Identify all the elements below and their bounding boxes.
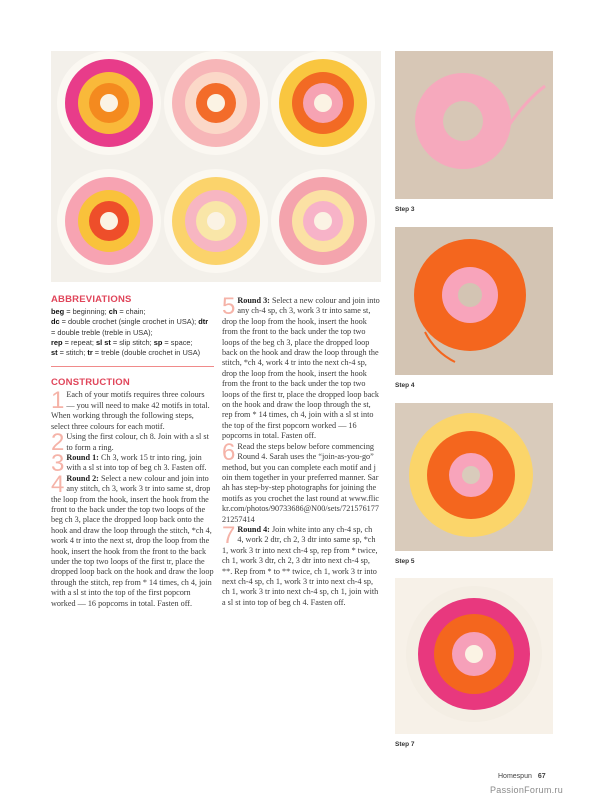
abbr-line-2: dc = double crochet (single crochet in USA); dtr = double treble (treble in USA);: [51, 317, 209, 337]
step-3-photo: [395, 51, 553, 199]
hero-photo: [51, 51, 381, 282]
step-3: 3 Round 1: Ch 3, work 15 tr into ring, join with a sl st into top of beg ch 3. Fasten off.: [51, 449, 207, 477]
magazine-name: Homespun: [498, 773, 532, 780]
step-1: 1 Each of your motifs requires three colours — you will need to make 42 motifs in total. When working through the following steps, select three colours for each motif.: [51, 387, 210, 431]
left-column: [51, 294, 214, 609]
page-number: 67: [537, 773, 546, 780]
middle-column: [222, 293, 380, 608]
step-7-photo: [395, 578, 553, 734]
abbr-line-3: rep = repeat; sl st = slip stitch; sp = space;: [51, 337, 193, 347]
step-3-label: Step 3: [395, 206, 415, 213]
footer-magazine: [498, 773, 546, 780]
abbreviations-list: [51, 307, 214, 358]
step-4: 4 Round 2: Select a new colour and join into any stitch, ch 3, work 3 tr into same st, drop the loop from the hook, insert the hook from the front to the back under the top two loops of the beg ch 3, place the dropped loop back onto the hook and draw the loop through the stitch, *ch 4, work 4 tr into the next st, drop the loop from the hook, insert the hook from the front to the back under the top two loops of the first tr, place the dropped loop back on the hook and draw the loop through the stitch, rep from * 14 times, ch 4, join with a sl st into the top of the first popcorn worked — 16 popcorns in total. Fasten off.: [51, 470, 214, 608]
abbr-line-4: st = stitch; tr = treble (double crochet in USA): [51, 348, 201, 358]
step-7-label: Step 7: [395, 741, 415, 748]
step-5: 5 Round 3: Select a new colour and join into any ch-4 sp, ch 3, work 3 tr into same st, drop the loop from the hook, insert the hook from the front to the back under the top two loops of the beg ch 3, place the dropped loop back on the hook and draw the loop through the stitch, *ch 4, work 4 tr into the next ch-4 sp, drop the loop from the hook, insert the hook from the front to the back under the top two loops of the first tr, place the dropped loop back on the hook and draw the loop through the st, rep from * 14 times, ch 4, join with a sl st into the top of the first popcorn worked — 16 popcorns in total. Fasten off.: [222, 293, 380, 441]
step-5-photo: [395, 403, 553, 551]
step-5-label: Step 5: [395, 558, 415, 565]
step-4-photo: [395, 227, 553, 375]
step-2: 2 Using the first colour, ch 8. Join with a sl st to form a ring.: [51, 429, 209, 457]
construction-steps-left: [51, 387, 214, 609]
abbreviations-title: ABBREVIATIONS: [51, 294, 132, 305]
watermark: PassionForum.ru: [490, 785, 564, 795]
abbr-line-1: beg = beginning; ch = chain;: [51, 307, 146, 316]
construction-title: CONSTRUCTION: [51, 377, 130, 389]
divider: [51, 366, 214, 367]
step-4-label: Step 4: [395, 382, 415, 389]
step-7: 7 Round 4: Join white into any ch-4 sp, ch 4, work 2 dtr, ch 2, 3 dtr into same sp, *ch 1, work 3 tr into next ch-4 sp, rep from * twice, ch 1, work 3 dtr, ch 2, 3 dtr into next ch-4 sp, **. Rep from * to ** twice, ch 1, work 3 tr into next ch-4 sp, ch 1, work 3 tr into next ch-4 sp, ch 1, work 3 tr into next ch-4 sp, ch 1, join with a sl st into top of beg ch 4. Fasten off.: [222, 521, 379, 607]
crochet-motifs-illustration: [51, 51, 381, 282]
step-6: 6 Read the steps below before commencing Round 4. Sarah uses the “join-as-you-go” method, but you can complete each motif and join them together in your preferred manner. Sarah has step-by-step photographs for joining the motifs as you crochet the last round at www.flickr.com/photos/90733686@N00/sets/72157617721257414: [222, 438, 380, 524]
